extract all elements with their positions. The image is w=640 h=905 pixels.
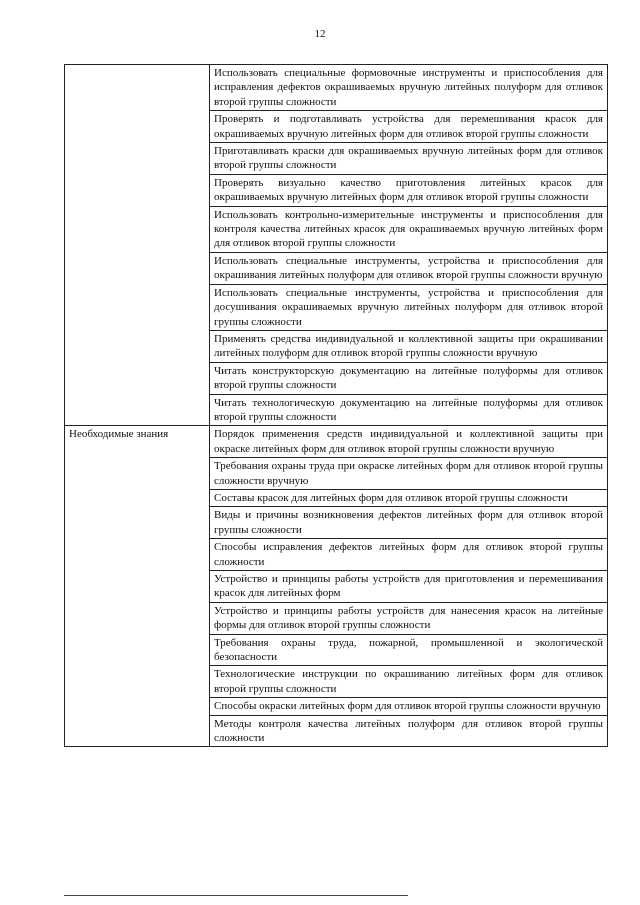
knowledge-item: Требования охраны труда, пожарной, промышленной и экологической безопасности [210, 634, 608, 666]
skills-item: Приготавливать краски для окрашиваемых вручную литейных форм для отливок второй группы сложности [210, 143, 608, 175]
knowledge-item: Технологические инструкции по окрашиванию литейных форм для отливок второй группы сложности [210, 666, 608, 698]
knowledge-item: Способы окраски литейных форм для отливок второй группы сложности вручную [210, 698, 608, 715]
bottom-divider [64, 895, 408, 896]
skills-item: Использовать специальные инструменты, устройства и приспособления для окрашивания литейных полуформ для отливок второй группы сложности вручную [210, 252, 608, 284]
skills-item: Применять средства индивидуальной и коллективной защиты при окрашивании литейных полуформ для отливок второй группы сложности вручную [210, 330, 608, 362]
knowledge-item: Методы контроля качества литейных полуформ для отливок второй группы сложности [210, 715, 608, 747]
skills-item: Использовать контрольно-измерительные инструменты и приспособления для контроля качества литейных красок для окрашиваемых вручную литейных форм для отливок второй группы сложности [210, 206, 608, 252]
knowledge-item: Устройство и принципы работы устройств для приготовления и перемешивания красок для литейных форм [210, 571, 608, 603]
page-number: 12 [314, 28, 326, 40]
knowledge-item: Виды и причины возникновения дефектов литейных форм для отливок второй группы сложности [210, 507, 608, 539]
knowledge-item: Устройство и принципы работы устройств для нанесения красок на литейные формы для отливок второй группы сложности [210, 602, 608, 634]
knowledge-item: Требования охраны труда при окраске литейных форм для отливок второй группы сложности вручную [210, 458, 608, 490]
knowledge-label: Необходимые знания [65, 426, 210, 747]
knowledge-row [65, 426, 608, 458]
requirements-table [64, 64, 608, 747]
skills-row [65, 65, 608, 111]
knowledge-item: Порядок применения средств индивидуальной и коллективной защиты при окраске литейных форм для отливок второй группы сложности вручную [210, 426, 608, 458]
skills-label [65, 65, 210, 426]
knowledge-item: Способы исправления дефектов литейных форм для отливок второй группы сложности [210, 539, 608, 571]
knowledge-item: Составы красок для литейных форм для отливок второй группы сложности [210, 489, 608, 506]
skills-item: Проверять визуально качество приготовления литейных красок для окрашиваемых вручную литейных форм для отливок второй группы сложности [210, 174, 608, 206]
skills-item: Читать конструкторскую документацию на литейные полуформы для отливок второй группы сложности [210, 362, 608, 394]
skills-item: Читать технологическую документацию на литейные полуформы для отливок второй группы сложности [210, 394, 608, 426]
skills-item: Проверять и подготавливать устройства для перемешивания красок для окрашиваемых вручную литейных форм для отливок второй группы сложности [210, 111, 608, 143]
skills-item: Использовать специальные инструменты, устройства и приспособления для досушивания окрашиваемых вручную литейных полуформ для отливок второй группы сложности [210, 284, 608, 330]
skills-item: Использовать специальные формовочные инструменты и приспособления для исправления дефектов окрашиваемых вручную литейных полуформ для отливок второй группы сложности [210, 65, 608, 111]
